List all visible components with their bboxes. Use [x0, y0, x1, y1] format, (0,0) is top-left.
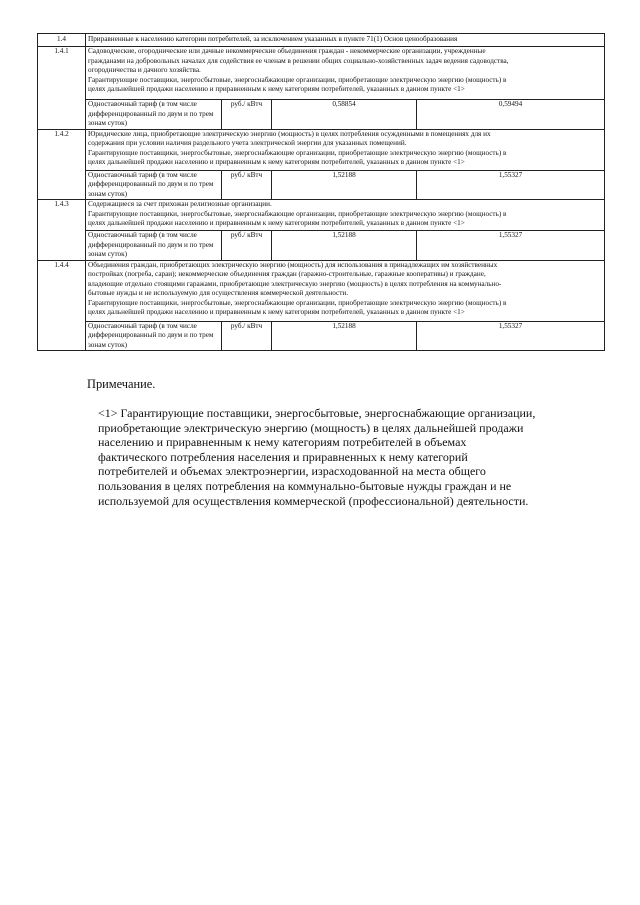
section-number: 1.4 [38, 34, 86, 47]
row-description [86, 129, 605, 170]
desc-line: содержания при условии наличия раздельного учета электрической энергии для указанных помещений. [88, 139, 407, 147]
tariff-value-2: 1,55327 [417, 321, 605, 351]
desc-line: целях дальнейшей продажи населению и приравненным к нему категориям потребителей, указанных в данном пункте <1> [88, 158, 465, 166]
table-row [38, 231, 605, 261]
tariff-label: Одноставочный тариф (в том числе дифференцированный по двум и по трем зонам суток) [86, 170, 222, 200]
tariff-value-1: 0,58854 [272, 100, 417, 130]
row-number: 1.4.3 [38, 200, 86, 261]
tariff-label: Одноставочный тариф (в том числе дифференцированный по двум и по трем зонам суток) [86, 231, 222, 261]
desc-line: огородничества и дачного хозяйства. [88, 66, 201, 74]
note-text: <1> Гарантирующие поставщики, энергосбытовые, энергоснабжающие организации, приобретающие электрическую энергию (мощность) в целях дальнейшей продажи населению и приравненным к нему категориям потребителей в объемах фактического потребления населения и приравненных к нему категорий потребителей и объемах электроэнергии, израсходованной на места общего пользования в целях потребления на коммунально-бытовые нужды граждан и не используемой для осуществления коммерческой (профессиональной) деятельности. [98, 406, 536, 508]
unit-cell: руб./ кВтч [222, 321, 272, 351]
desc-line: Содержащиеся за счет прихожан религиозные организации. [88, 200, 272, 208]
desc-line: целях дальнейшей продажи населению и приравненным к нему категориям потребителей, указанных в данном пункте <1> [88, 219, 465, 227]
table-row [38, 260, 605, 321]
unit-cell: руб./ кВтч [222, 100, 272, 130]
desc-line: целях дальнейшей продажи населению и приравненным к нему категориям потребителей, указанных в данном пункте <1> [88, 85, 465, 93]
desc-line: Объединения граждан, приобретающих электрическую энергию (мощность) для использования в принадлежащих им хозяйственных [88, 260, 498, 269]
desc-line: Гарантирующие поставщики, энергосбытовые, энергоснабжающие организации, приобретающие электрическую энергию (мощность) в [88, 75, 507, 84]
tariff-value-1: 1,52188 [272, 321, 417, 351]
row-number: 1.4.1 [38, 47, 86, 130]
row-number: 1.4.4 [38, 260, 86, 351]
table-row [38, 100, 605, 130]
desc-line: Гарантирующие поставщики, энергосбытовые, энергоснабжающие организации, приобретающие электрическую энергию (мощность) в [88, 148, 507, 157]
desc-line: Садоводческие, огороднические или дачные некоммерческие объединения граждан - некоммерческие организации, учрежденные [88, 47, 486, 55]
row-description [86, 47, 605, 100]
section-title: Приравненные к населению категории потребителей, за исключением указанных в пункте 71(1) Основ ценообразования [86, 34, 605, 47]
row-number: 1.4.2 [38, 129, 86, 200]
table-row [38, 47, 605, 100]
row-description [86, 260, 605, 321]
tariff-label: Одноставочный тариф (в том числе дифференцированный по двум и по трем зонам суток) [86, 100, 222, 130]
row-description [86, 200, 605, 231]
tariff-table [37, 33, 605, 351]
note-title: Примечание. [87, 377, 156, 391]
tariff-value-1: 1,52188 [272, 170, 417, 200]
desc-line: Юридические лица, приобретающие электрическую энергию (мощность) в целях потребления осужденными в помещениях для их [88, 129, 491, 138]
desc-line: бытовые нужды и не используемую для осуществления коммерческой деятельности. [88, 289, 349, 297]
unit-cell: руб./ кВтч [222, 170, 272, 200]
table-row [38, 129, 605, 170]
table-row [38, 321, 605, 351]
desc-line: владеющие отдельно стоящими гаражами, приобретающие электрическую энергию (мощность) в целях потребления на коммунально- [88, 279, 502, 288]
desc-line: целях дальнейшей продажи населению и приравненным к нему категориям потребителей, указанных в данном пункте <1> [88, 308, 465, 316]
desc-line: гражданами на добровольных началах для содействия ее членам в решении общих социально-хозяйственных задач ведения садоводства, [88, 56, 509, 65]
table-row [38, 200, 605, 231]
tariff-value-2: 1,55327 [417, 170, 605, 200]
tariff-value-1: 1,52188 [272, 231, 417, 261]
table-row [38, 170, 605, 200]
tariff-value-2: 0,59494 [417, 100, 605, 130]
tariff-label: Одноставочный тариф (в том числе дифференцированный по двум и по трем зонам суток) [86, 321, 222, 351]
desc-line: постройках (погреба, сараи); некоммерческие объединения граждан (гаражно-строительные, гаражные кооперативы) и граждане, [88, 270, 486, 278]
desc-line: Гарантирующие поставщики, энергосбытовые, энергоснабжающие организации, приобретающие электрическую энергию (мощность) в [88, 298, 507, 307]
table-header-row [38, 34, 605, 47]
desc-line: Гарантирующие поставщики, энергосбытовые, энергоснабжающие организации, приобретающие электрическую энергию (мощность) в [88, 209, 507, 218]
unit-cell: руб./ кВтч [222, 231, 272, 261]
tariff-value-2: 1,55327 [417, 231, 605, 261]
